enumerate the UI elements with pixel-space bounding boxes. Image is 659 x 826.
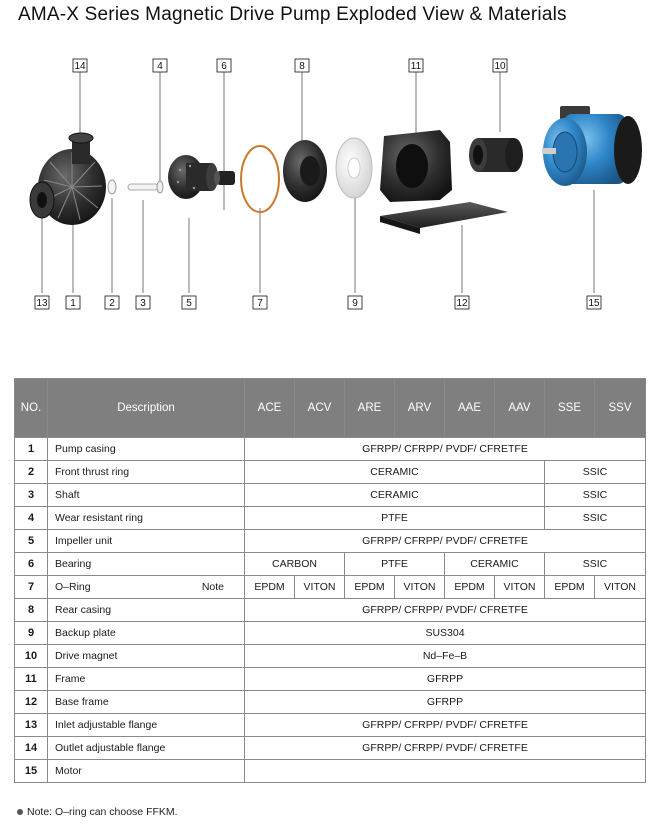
row-description [48,760,245,783]
svg-text:9: 9 [352,298,358,309]
footnote [17,806,178,818]
row-number: 6 [15,553,48,576]
description-text: Outlet adjustable flange [55,742,166,754]
header-model: ACV [295,379,345,438]
material-cell: EPDM [245,576,295,599]
table-row [15,691,646,714]
material-cell: SUS304 [245,622,646,645]
row-number: 1 [15,438,48,461]
description-text: O–Ring [55,581,91,593]
material-cell: SSIC [545,553,646,576]
exploded-view-diagram [0,40,659,330]
material-cell: CERAMIC [245,484,545,507]
note-label: Note [201,581,224,593]
header-description: Description [48,379,245,438]
backup-plate-part [336,138,372,198]
svg-text:6: 6 [221,61,227,72]
material-cell: PTFE [245,507,545,530]
row-description [48,691,245,714]
frame-part [380,130,452,202]
leader-lines-bottom [42,190,594,293]
header-model: ARE [345,379,395,438]
pump-casing-part [30,133,106,225]
description-text: Rear casing [55,604,112,616]
row-number: 7 [15,576,48,599]
header-row [15,379,646,438]
svg-text:11: 11 [410,61,422,72]
row-description [48,668,245,691]
callout-14 [73,59,87,72]
bearing-part [214,171,235,185]
callout-11 [409,59,423,72]
callout-4 [153,59,167,72]
table-row [15,553,646,576]
material-cell: GFRPP/ CFRPP/ PVDF/ CFRETFE [245,438,646,461]
row-number: 15 [15,760,48,783]
row-description [48,438,245,461]
table-row [15,622,646,645]
callout-15 [587,296,601,309]
table-row [15,530,646,553]
callout-7 [253,296,267,309]
material-cell: EPDM [545,576,595,599]
svg-text:13: 13 [36,298,48,309]
table-row [15,760,646,783]
description-text: Bearing [55,558,92,570]
base-frame-part [380,202,508,234]
description-text: Wear resistant ring [55,512,143,524]
table-row [15,576,646,599]
svg-text:3: 3 [140,298,146,309]
row-description [48,553,245,576]
svg-text:10: 10 [494,61,506,72]
material-cell: PTFE [345,553,445,576]
description-text: Impeller unit [55,535,113,547]
svg-text:8: 8 [299,61,305,72]
svg-text:12: 12 [456,298,468,309]
callout-1 [66,296,80,309]
table-row [15,645,646,668]
row-description [48,645,245,668]
material-cell: GFRPP/ CFRPP/ PVDF/ CFRETFE [245,599,646,622]
row-number: 8 [15,599,48,622]
callout-6 [217,59,231,72]
table-header [15,379,646,438]
row-description [48,530,245,553]
callouts-top [73,59,507,72]
material-cell: VITON [295,576,345,599]
material-cell: SSIC [545,461,646,484]
rear-casing-part [283,140,327,202]
drive-magnet-part [469,138,523,172]
bullet-dot-icon [17,809,23,815]
material-cell: CERAMIC [445,553,545,576]
thrust-ring-part [108,180,116,194]
svg-text:2: 2 [109,298,115,309]
svg-text:1: 1 [70,298,76,309]
header-model: SSV [595,379,646,438]
table-row [15,461,646,484]
impeller-unit-part [168,155,218,199]
header-model: SSE [545,379,595,438]
row-number: 4 [15,507,48,530]
shaft-part [128,184,158,190]
row-number: 9 [15,622,48,645]
material-cell: GFRPP [245,691,646,714]
callouts-bottom [35,296,601,309]
material-cell: VITON [595,576,646,599]
svg-text:4: 4 [157,61,163,72]
header-model: AAV [495,379,545,438]
row-description [48,599,245,622]
table-row [15,714,646,737]
wear-ring-part [157,181,163,193]
table-body [15,438,646,783]
row-number: 11 [15,668,48,691]
description-text: Drive magnet [55,650,118,662]
svg-text:5: 5 [186,298,192,309]
material-cell: GFRPP [245,668,646,691]
description-text: Pump casing [55,443,116,455]
description-text: Motor [55,765,82,777]
svg-text:15: 15 [588,298,600,309]
table-row [15,668,646,691]
callout-8 [295,59,309,72]
o-ring-part [241,146,279,212]
material-cell: Nd–Fe–B [245,645,646,668]
material-cell: GFRPP/ CFRPP/ PVDF/ CFRETFE [245,530,646,553]
row-description [48,507,245,530]
callout-5 [182,296,196,309]
callout-12 [455,296,469,309]
material-cell: EPDM [345,576,395,599]
materials-table [14,378,646,783]
material-cell: VITON [495,576,545,599]
description-text: Base frame [55,696,109,708]
row-description [48,461,245,484]
row-description [48,622,245,645]
svg-text:7: 7 [257,298,263,309]
table-row [15,507,646,530]
description-text: Front thrust ring [55,466,130,478]
description-text: Inlet adjustable flange [55,719,158,731]
row-number: 14 [15,737,48,760]
description-text: Backup plate [55,627,116,639]
row-description [48,484,245,507]
row-description [48,737,245,760]
header-model: ACE [245,379,295,438]
material-cell: VITON [395,576,445,599]
row-number: 5 [15,530,48,553]
table-row [15,599,646,622]
header-model: AAE [445,379,495,438]
material-cell: SSIC [545,507,646,530]
material-cell: EPDM [445,576,495,599]
description-text: Frame [55,673,86,685]
svg-text:14: 14 [74,61,86,72]
footnote-text: Note: O–ring can choose FFKM. [27,806,178,818]
table-row [15,737,646,760]
callout-2 [105,296,119,309]
row-number: 2 [15,461,48,484]
row-description [48,714,245,737]
description-text: Shaft [55,489,80,501]
page-title: AMA-X Series Magnetic Drive Pump Exploded View & Materials [18,4,567,25]
material-cell: GFRPP/ CFRPP/ PVDF/ CFRETFE [245,714,646,737]
row-number: 12 [15,691,48,714]
header-no: NO. [15,379,48,438]
material-cell: SSIC [545,484,646,507]
row-number: 10 [15,645,48,668]
motor-part [542,106,642,186]
callout-9 [348,296,362,309]
material-cell: CARBON [245,553,345,576]
row-number: 13 [15,714,48,737]
material-cell [245,760,646,783]
row-number: 3 [15,484,48,507]
header-model: ARV [395,379,445,438]
table-row [15,438,646,461]
callout-10 [493,59,507,72]
material-cell: CERAMIC [245,461,545,484]
row-description [48,576,245,599]
callout-13 [35,296,49,309]
callout-3 [136,296,150,309]
material-cell: GFRPP/ CFRPP/ PVDF/ CFRETFE [245,737,646,760]
table-row [15,484,646,507]
